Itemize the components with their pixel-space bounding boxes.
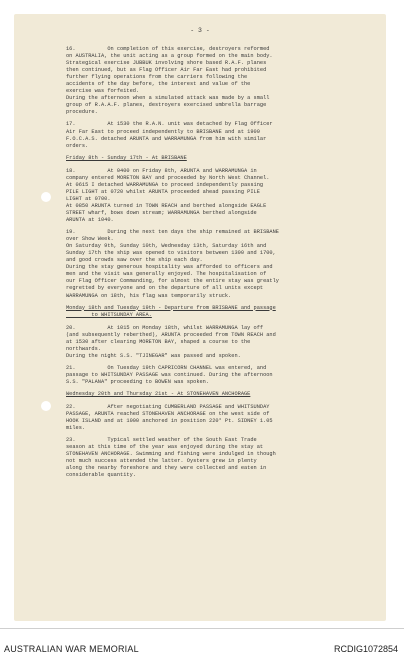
document-page	[14, 14, 386, 621]
record-identifier: RCDIG1072854	[333, 644, 398, 654]
numbered-paragraph	[66, 437, 378, 479]
punch-hole	[41, 401, 51, 411]
numbered-paragraph	[66, 168, 378, 224]
paragraph-text: 20. At 1015 on Monday 18th, whilst WARRAMUNGA lay off (and subsequently reberthed), ARUNTA proceeded from TOWN REACH and at 1530 after clearing MORETON BAY, shaped a course to the northwards. During the night S.S. "TJINEGAR" was passed and spoken.	[66, 324, 276, 359]
numbered-paragraph	[66, 365, 378, 386]
paragraph-text: 23. Typical settled weather of the South East Trade season at this time of the year was enjoyed during the stay at STONEHAVEN ANCHORAGE. Swimming and fishing were indulged in though not much success attended the latter. Oysters grew in plenty along the nearby foreshore and they were collected and eaten in considerable quantity.	[66, 437, 276, 479]
paragraph-text: 22. After negotiating CUMBERLAND PASSAGE and WHITSUNDAY PASSAGE, ARUNTA reached STONEHAVEN ANCHORAGE on the west side of HOOK ISLAND and at 1000 anchored in position 220° Pt. SIDNEY 1.05 miles.	[66, 404, 273, 432]
paragraph-text: 19. During the next ten days the ship remained at BRISBANE over Show Week. On Saturday 9th, Sunday 10th, Wednesday 13th, Saturday 16th and Sunday 17th the ship was opened to visitors between 1300 and 1700, and good crowds saw over the ship each day. During the stay generous hospitality was afforded to officers and men and the visit was generally enjoyed. The hospitalisation of our Flag Officer Commanding, for almost the entire stay was greatly regretted by everyone and on the departure of all units except WARRAMUNGA on 18th, his flag was temporarily struck.	[66, 229, 279, 299]
numbered-paragraph	[66, 325, 378, 360]
report-body	[66, 46, 378, 485]
section-heading: Wednesday 20th and Thursday 21st - At STONEHAVEN ANCHORAGE	[66, 391, 251, 398]
paragraph-text: 21. On Tuesday 19th CAPRICORN CHANNEL was entered, and passage to WHITSUNDAY PASSAGE was continued. During the afternoon S.S. "PALANA" proceeding to BOWEN was spoken.	[66, 364, 273, 385]
numbered-paragraph	[66, 46, 378, 116]
archive-footer	[0, 628, 404, 667]
paragraph-text: 18. At 0400 on Friday 8th, ARUNTA and WARRAMUNGA in company entered MORETON BAY and proceeded by North West Channel. At 0615 I detached WARRAMUNGA to proceed independently passing PILE LIGHT at 0720 whilst ARUNTA proceeded ahead passing PILE LIGHT at 0700. At 0850 ARUNTA turned in TOWN REACH and berthed alongside EAGLE STREET wharf, bows down stream; WARRAMUNGA berthed alongside ARUNTA at 1040.	[66, 167, 270, 224]
page-number: - 3 -	[190, 27, 210, 34]
numbered-paragraph	[66, 404, 378, 432]
institution-name: AUSTRALIAN WAR MEMORIAL	[4, 644, 139, 654]
numbered-paragraph	[66, 229, 378, 299]
punch-hole	[41, 192, 51, 202]
paragraph-text: 16. On completion of this exercise, destroyers reformed on AUSTRALIA, the unit acting as a group formed on the main body. Strategical exercise JUBBUK involving shore based R.A.F. planes then continued, but as Flag Officer Air Far East had prohibited further flying operations from the carriers following the accidents of the day before, the interest and value of the exercise was forfeited. During the afternoon when a simulated attack was made by a small group of R.A.A.F. planes, destroyers exercised umbrella barrage procedure.	[66, 46, 273, 116]
paragraph-text: 17. At 1530 the R.A.N. unit was detached by Flag Officer Air Far East to proceed independently to BRISBANE and at 1900 F.O.C.A.S. detached ARUNTA and WARRAMUNGA from him with similar orders.	[66, 121, 273, 149]
section-heading: Monday 18th and Tuesday 19th - Departure from BRISBANE and passage to WHITSUNDAY AREA.	[66, 304, 276, 318]
section-heading: Friday 8th - Sunday 17th - At BRISBANE	[66, 154, 187, 161]
numbered-paragraph	[66, 121, 378, 149]
